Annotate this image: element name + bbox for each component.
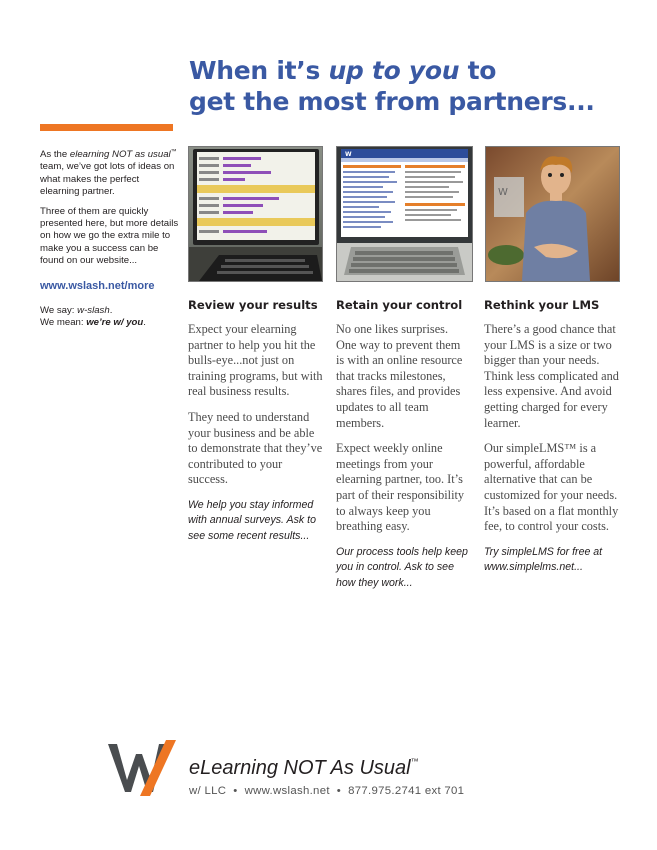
- project-tracker-picture: [336, 146, 473, 282]
- column-paragraph: No one likes surprises. One way to prevent them is with an online resource that tracks milestones, shares files, and provides updates to all team members.: [336, 322, 463, 430]
- phone-number: 877.975.2741 ext 701: [348, 785, 465, 797]
- column-title-retain: Retain your control: [336, 298, 463, 312]
- column-paragraph: Expect your elearning partner to help you hit the bulls-eye...not just on training programs, but with real business results.: [188, 322, 323, 399]
- column-call-to-action: Our process tools help keep you in control. Ask to see how they work...: [336, 545, 468, 589]
- page-headline: [189, 55, 649, 117]
- website-more-link[interactable]: www.wslash.net/more: [40, 280, 155, 292]
- column-call-to-action: We help you stay informed with annual surveys. Ask to see some recent results...: [188, 498, 316, 542]
- w-slash-logo: [108, 740, 184, 796]
- column-rethink: [484, 322, 619, 586]
- column-paragraph: They need to understand your business and be able to demonstrate that they’ve contributed to your success.: [188, 409, 323, 487]
- sidebar-paragraph-1: As the elearning NOT as usual™ team, we’ve got lots of ideas on what makes the perfect elearning partner.: [40, 149, 177, 197]
- avatar-character-picture: [485, 146, 620, 282]
- headline-line-1: When it’s up to you to: [189, 56, 497, 85]
- we-mean-line: We mean: we’re w/ you.: [40, 317, 146, 329]
- sidebar-intro: [40, 146, 180, 275]
- column-paragraph: Our simpleLMS™ is a powerful, affordable alternative that can be customized for your needs. It’s based on a flat monthly fee, to control your costs.: [484, 441, 619, 534]
- sidebar-paragraph-2: Three of them are quickly presented here, but more details on how we go the extra mile to make you a success can be found on our website...: [40, 206, 179, 266]
- column-title-review: Review your results: [188, 298, 318, 312]
- column-title-rethink: Rethink your LMS: [484, 298, 600, 312]
- we-say-line: We say: w-slash.: [40, 305, 113, 316]
- separator-dot: •: [233, 785, 238, 797]
- footer-website-link[interactable]: www.wslash.net: [244, 785, 330, 797]
- separator-dot: •: [336, 785, 342, 797]
- column-review: [188, 322, 323, 554]
- brand-tagline: eLearning NOT As Usual™: [189, 757, 419, 779]
- column-call-to-action: Try simpleLMS for free at www.simplelms.net...: [484, 545, 603, 574]
- svg-text:W: W: [345, 151, 352, 158]
- column-retain: [336, 322, 471, 601]
- headline-line-2: get the most from partners...: [189, 87, 595, 116]
- column-paragraph: Expect weekly online meetings from your elearning partner, too. It’s part of their responsibility to always keep you breathing easy.: [336, 441, 465, 534]
- contact-line: [189, 785, 464, 797]
- survey-results-picture: [188, 146, 323, 282]
- sidebar-tagline: [40, 305, 180, 329]
- company-name: w/ LLC: [189, 785, 227, 797]
- orange-accent-bar: [40, 124, 173, 131]
- column-paragraph: There’s a good chance that your LMS is a size or two bigger than your needs. Think less complicated and less expensive. And avoid getting charged for every learner.: [484, 322, 619, 430]
- svg-text:W: W: [498, 187, 508, 198]
